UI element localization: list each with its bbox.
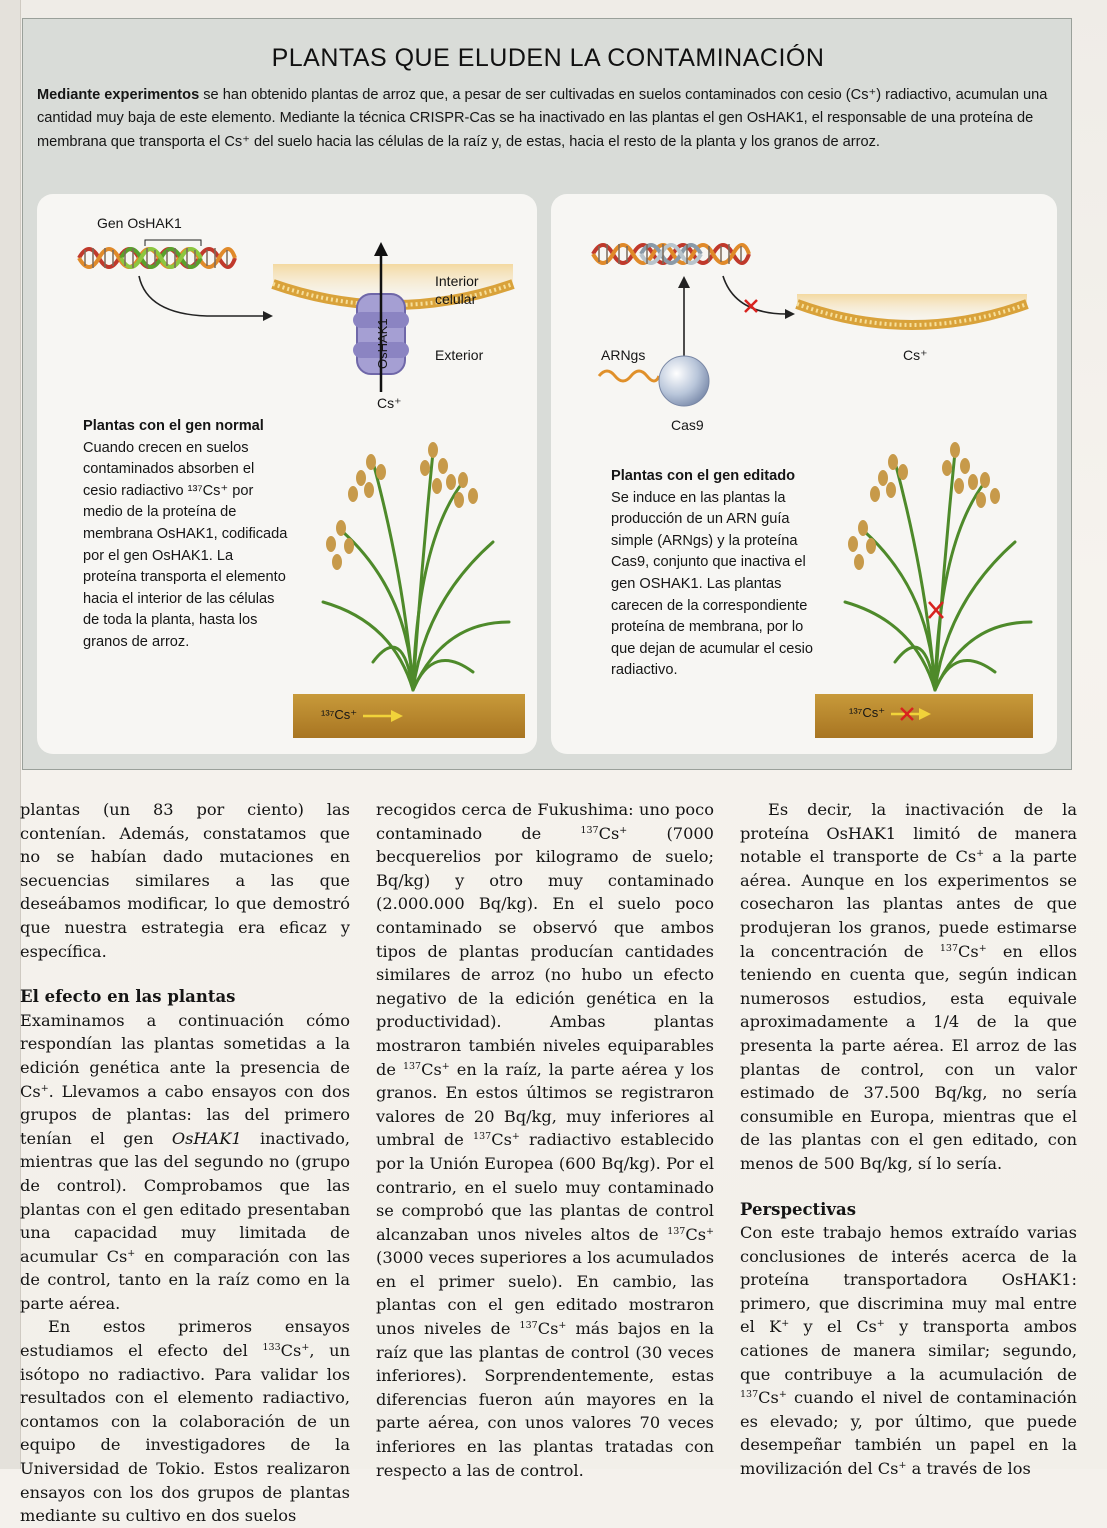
caption-normal-title: Plantas con el gen normal <box>83 418 264 434</box>
col1-para-1: plantas (un 83 por ciento) las contenían. Además, constatamos que no se habían dado mutaciones en secuencias similares a las que deseábamos modificar, lo que demostró que nuestra estrategia era eficaz y específica. <box>20 800 350 961</box>
infographic-intro <box>37 84 1057 154</box>
section-heading-efecto: El efecto en las plantas <box>20 987 236 1007</box>
col1-para-2: Examinamos a continuación cómo respondían las plantas sometidas a la edición genética ante la presencia de Cs+. Llevamos a cabo ensayos con dos grupos de plantas: las del primero tenían el gen OsHAK1 inactivado, mientras que las del segundo no (grupo de control). Comprobamos que las plantas con el gen editado presentaban una capacidad muy limitada de acumular Cs+ en comparación con las de control, tanto en la raíz como en la parte aérea. <box>20 1010 350 1313</box>
col3-para-1: Es decir, la inactivación de la proteína OsHAK1 limitó de manera notable el transporte de Cs+ a la parte aérea. Aunque en los experimentos se cosecharon las plantas antes de que produjeran los granos, puede estimarse la concentración de $^{137}$Cs+ en ellos teniendo en cuenta que, según indican numerosos estudios, esta equivale aproximadamente a 1/4 de la que presenta la parte aérea. El arroz de las plantas de control, con un valor estimado de 37.500 Bq/kg, no sería consumible en Europa, mientras que el de las plantas con el gen editado, con menos de 500 Bq/kg, sí lo sería. <box>740 800 1077 1173</box>
cas9-protein-icon <box>657 354 711 408</box>
soil-cesium-label-edited: ¹³⁷Cs⁺ <box>849 705 886 720</box>
cs-ion-label: Cs⁺ <box>377 395 402 411</box>
panel-normal-gene <box>37 194 537 754</box>
root-uptake-arrow-icon <box>363 709 403 723</box>
interior-label: Interior celular <box>435 273 479 307</box>
gene-label: Gen OsHAK1 <box>97 215 182 231</box>
cas9-to-dna-arrow-icon <box>677 276 691 356</box>
article-column-3 <box>740 798 1077 1481</box>
cas9-label: Cas9 <box>671 417 704 433</box>
cs-ion-label-edited: Cs⁺ <box>903 347 928 363</box>
col3-para-2: Con este trabajo hemos extraído varias conclusiones de interés acerca de la proteína transportadora OsHAK1: primero, que discrimina muy mal entre el K+ y el Cs+ y transporta ambos cationes de manera similar; segundo, que contribuye a la acumulación de $^{137}$Cs+ cuando el nivel de contaminación es elevado; y, por último, que puede desempeñar también un papel en la movilización del Cs+ a través de los <box>740 1223 1077 1479</box>
article-column-1 <box>20 798 350 1528</box>
blocked-expression-arrow-icon <box>721 274 801 324</box>
infographic-title: PLANTAS QUE ELUDEN LA CONTAMINACIÓN <box>271 44 825 72</box>
intro-lead: Mediante experimentos <box>37 87 200 103</box>
caption-normal-gene <box>83 416 289 654</box>
col2-para-1: recogidos cerca de Fukushima: uno poco contaminado de $^{137}$Cs+ (7000 becquerelios por kilogramo de suelo; Bq/kg) y otro muy contaminado (2.000.000 Bq/kg). En el suelo poco contaminado se observó que ambos tipos de plantas producían cantidades similares de arroz (no hubo un efecto negativo de la edición genética en la productividad). Ambas plantas mostraron también niveles equiparables de $^{137}$Cs+ en la raíz, la parte aérea y los granos. En estos últimos se registraron valores de 20 Bq/kg, muy inferiores al umbral de $^{137}$Cs+ radiactivo establecido por la Unión Europea (600 Bq/kg). Por el contrario, en el suelo muy contaminado se comprobó que las plantas de control alcanzaban unos niveles altos de $^{137}$Cs+ (3000 veces superiores a los acumulados en el primer suelo). En cambio, las plantas con el gen editado mostraron unos niveles de $^{137}$Cs+ más bajos en la raíz que las plantas de control (30 veces inferiores). Sorprendentemente, estas diferencias fueron aún mayores en la parte aérea, con unos valores 70 veces inferiores en las plantas tratadas con respecto a las de control. <box>376 800 714 1480</box>
transport-up-arrow-icon <box>371 242 391 392</box>
rice-plant-normal <box>313 422 513 692</box>
soil-cesium-label: ¹³⁷Cs⁺ <box>321 707 358 722</box>
caption-edited-title: Plantas con el gen editado <box>611 468 796 484</box>
intro-text: se han obtenido plantas de arroz que, a pesar de ser cultivadas en suelos contaminados con cesio (Cs⁺) radiactivo, acumulan una cantidad muy baja de este elemento. Mediante la técnica CRISPR-Cas se ha inactivado en las plantas el gen OsHAK1, el responsable de una proteína de membrana que transporta el Cs⁺ del suelo hacia las células de la raíz y, de estas, hacia el resto de la planta y los granos de arroz. <box>37 87 1048 150</box>
article-column-2 <box>376 798 714 1482</box>
arngs-label: ARNgs <box>601 347 646 363</box>
page-margin-strip <box>0 0 21 1469</box>
guide-rna-icon <box>599 366 659 386</box>
caption-edited-text: Se induce en las plantas la producción de un ARN guía simple (ARNgs) y la proteína Cas9, conjunto que inactiva el gen OSHAK1. Las plantas carecen de la correspondiente proteína de membrana, por lo que dejan de acumular el cesio radiactivo. <box>611 489 814 679</box>
dna-helix-icon <box>77 238 237 278</box>
expression-arrow-icon <box>137 274 277 334</box>
blocked-uptake-arrow-icon <box>891 707 931 721</box>
infographic-box <box>22 18 1072 770</box>
rice-plant-edited <box>835 422 1035 692</box>
caption-normal-text: Cuando crecen en suelos contaminados absorben el cesio radiactivo ¹³⁷Cs⁺ por medio de la proteína de membrana OsHAK1, codificada por el gen OsHAK1. La proteína transporta el elemento hacia el interior de las células de toda la planta, hasta los granos de arroz. <box>83 439 288 650</box>
section-heading-perspectivas: Perspectivas <box>740 1199 856 1219</box>
col1-para-3: En estos primeros ensayos estudiamos el efecto del $^{133}$Cs+, un isótopo no radiactivo. Para validar los resultados con el elemento radiactivo, contamos con la colaboración de un equipo de investigadores de la Universidad de Tokio. Estos realizaron ensayos con los dos grupos de plantas mediante su cultivo en dos suelos <box>20 1317 350 1526</box>
exterior-label: Exterior <box>435 347 484 363</box>
protein-label: OsHAK1 <box>375 318 390 369</box>
panel-edited-gene <box>551 194 1057 754</box>
dna-helix-edited-icon <box>591 234 751 274</box>
caption-edited-gene <box>611 466 817 682</box>
